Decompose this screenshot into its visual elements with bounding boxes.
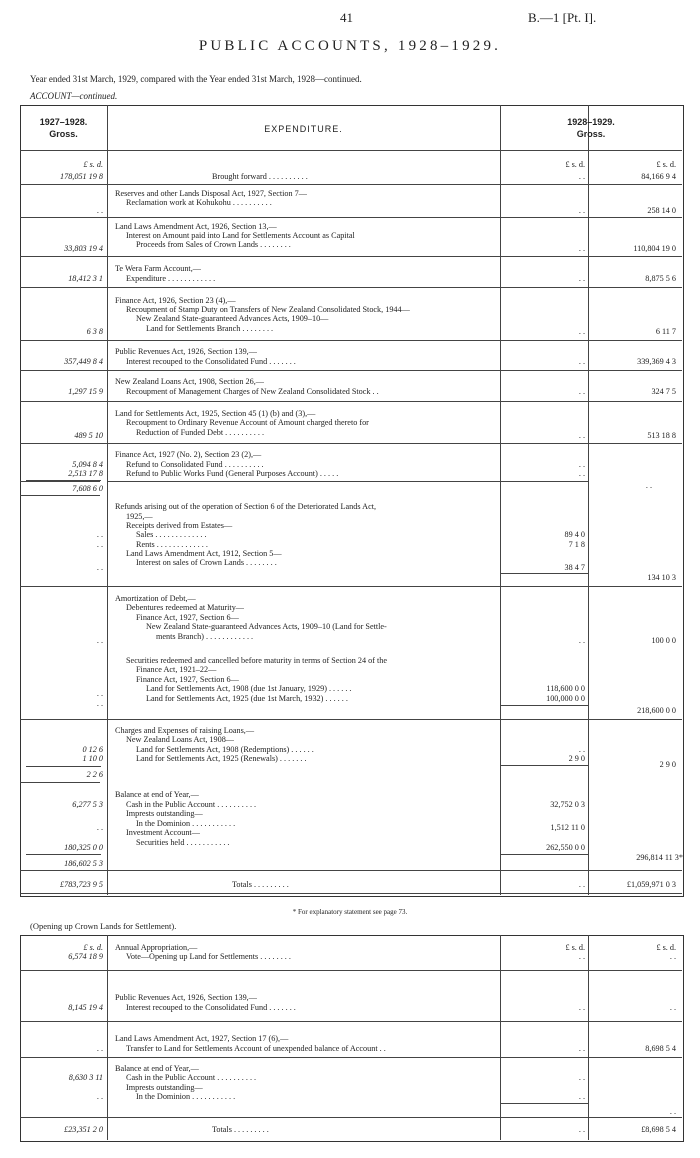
row-label: Land Laws Amendment Act, 1912, Section 5—: [126, 549, 282, 558]
curr-amount: . .: [669, 952, 676, 961]
row-label: New Zealand State-guaranteed Advances Acts, 1909–10—: [136, 314, 329, 323]
row-label: Interest recouped to the Consolidated Fund . . . . . . .: [126, 357, 296, 366]
mid-amount: . .: [578, 880, 585, 889]
unit-label: £ s. d.: [83, 160, 103, 169]
row-label: Transfer to Land for Settlements Account of unexpended balance of Account . .: [126, 1044, 386, 1053]
curr-amount: 8,698 5 4: [645, 1044, 676, 1053]
curr-amount: 134 10 3: [647, 573, 676, 582]
prev-amount: 18,412 3 1: [68, 274, 103, 283]
curr-amount: 296,814 11 3*: [636, 853, 683, 862]
row-label: Sales . . . . . . . . . . . . .: [136, 530, 207, 539]
unit-label: £ s. d.: [656, 943, 676, 952]
row-label: Rents . . . . . . . . . . . . .: [136, 540, 208, 549]
row-label: Expenditure . . . . . . . . . . . .: [126, 274, 216, 283]
row-label: Refund to Public Works Fund (General Purposes Account) . . . . .: [126, 469, 339, 478]
prev-amount: . .: [96, 1092, 103, 1101]
row-label: Land Laws Amendment Act, 1926, Section 13,—: [115, 222, 277, 231]
row-label: ments Branch) . . . . . . . . . . . .: [156, 632, 254, 641]
prev-amount: 6 3 8: [86, 327, 103, 336]
mid-amount: . .: [578, 1044, 585, 1053]
row-label: Land Laws Amendment Act, 1927, Section 17 (6),—: [115, 1034, 289, 1043]
mid-amount: . .: [578, 206, 585, 215]
row-label: Interest on sales of Crown Lands . . . . . . . .: [136, 558, 277, 567]
row-label: Balance at end of Year,—: [115, 790, 199, 799]
row-label: Cash in the Public Account . . . . . . . . . .: [126, 1073, 257, 1082]
unit-label: £ s. d.: [565, 160, 585, 169]
row-label: New Zealand Loans Act, 1908, Section 26,—: [115, 377, 264, 386]
prev-amount: . .: [96, 540, 103, 549]
curr-amount: 8,875 5 6: [645, 274, 676, 283]
row-label: Securities held . . . . . . . . . . .: [136, 838, 230, 847]
row-label: Finance Act, 1921–22—: [136, 665, 217, 674]
mid-amount: . .: [578, 1125, 585, 1134]
row-label: Refunds arising out of the operation of Section 6 of the Deteriorated Lands Act,: [115, 502, 377, 511]
mid-amount: . .: [578, 274, 585, 283]
mid-amount: . .: [578, 469, 585, 478]
col-header-curr-gross: Gross.: [576, 129, 606, 139]
col-header-prev-gross: Gross.: [49, 129, 78, 139]
prev-amount: 1 10 0: [82, 754, 103, 763]
row-label: Charges and Expenses of raising Loans,—: [115, 726, 255, 735]
document-reference: B.—1 [Pt. I].: [528, 10, 597, 25]
col-header-prev-year: 1927–1928.: [39, 117, 88, 127]
row-label: Debentures redeemed at Maturity—: [126, 603, 244, 612]
curr-amount: . .: [669, 1107, 676, 1116]
mid-amount: . .: [578, 172, 585, 181]
row-label: Te Wera Farm Account,—: [115, 264, 201, 273]
curr-total: £1,059,971 0 3: [626, 880, 676, 889]
prev-amount: . .: [96, 823, 103, 832]
mid-amount: . .: [578, 327, 585, 336]
row-label: Cash in the Public Account . . . . . . . . . .: [126, 800, 257, 809]
col-header-expenditure: EXPENDITURE.: [264, 124, 343, 134]
curr-amount: 100 0 0: [651, 636, 676, 645]
prev-amount: . .: [96, 563, 103, 572]
row-label: Imprests outstanding—: [126, 809, 203, 818]
curr-amount: 513 18 8: [647, 431, 676, 440]
row-label: Land for Settlements Act, 1925 (Renewals) . . . . . . .: [136, 754, 307, 763]
mid-amount: . .: [578, 357, 585, 366]
curr-amount: 110,804 19 0: [633, 244, 676, 253]
row-label: Reserves and other Lands Disposal Act, 1927, Section 7—: [115, 189, 307, 198]
col-header-curr-year: 1928–1929.: [567, 117, 615, 127]
row-label: Reduction of Funded Debt . . . . . . . . . .: [136, 428, 265, 437]
footnote: * For explanatory statement see page 73.: [292, 908, 408, 916]
mid-amount: 38 4 7: [564, 563, 585, 572]
mid-amount: 118,600 0 0: [546, 684, 585, 693]
section-caption: (Opening up Crown Lands for Settlement).: [30, 921, 177, 931]
curr-amount: 6 11 7: [655, 327, 676, 336]
mid-amount: 262,550 0 0: [546, 843, 585, 852]
curr-amount: 84,166 9 4: [641, 172, 676, 181]
prev-amount: . .: [96, 636, 103, 645]
row-label: Refund to Consolidated Fund . . . . . . . . . .: [126, 460, 264, 469]
page-number: 41: [340, 10, 353, 25]
prev-amount: 8,145 19 4: [68, 1003, 103, 1012]
prev-amount: 1,297 15 9: [68, 387, 103, 396]
mid-amount: . .: [578, 244, 585, 253]
mid-amount: . .: [578, 952, 585, 961]
mid-amount: 7 1 8: [568, 540, 585, 549]
row-label: Public Revenues Act, 1926, Section 139,—: [115, 993, 257, 1002]
row-label: Public Revenues Act, 1926, Section 139,—: [115, 347, 257, 356]
prev-subtotal: 2 2 6: [86, 770, 103, 779]
mid-amount: . .: [578, 431, 585, 440]
totals-label: Totals . . . . . . . . .: [212, 1125, 269, 1134]
row-label: Interest recouped to the Consolidated Fund . . . . . . .: [126, 1003, 296, 1012]
row-label: Amortization of Debt,—: [115, 594, 196, 603]
row-label: Balance at end of Year,—: [115, 1064, 199, 1073]
row-label: In the Dominion . . . . . . . . . . .: [136, 819, 236, 828]
prev-amount: 8,630 3 11: [68, 1073, 103, 1082]
page-title: PUBLIC ACCOUNTS, 1928–1929.: [198, 38, 502, 54]
row-label: Recoupment of Stamp Duty on Transfers of New Zealand Consolidated Stock, 1944—: [126, 305, 410, 314]
curr-amount: 324 7 5: [651, 387, 676, 396]
row-label: Land for Settlements Act, 1908 (due 1st January, 1929) . . . . . .: [146, 684, 352, 693]
totals-label: Totals . . . . . . . . .: [232, 880, 289, 889]
row-label: Land for Settlements Act, 1925, Section 45 (1) (b) and (3),—: [115, 409, 316, 418]
row-label: Investment Account—: [126, 828, 200, 837]
prev-amount: 178,051 19 8: [60, 172, 103, 181]
prev-amount: 6,277 5 3: [72, 800, 103, 809]
prev-subtotal: 186,602 5 3: [64, 859, 103, 868]
row-label: Reclamation work at Kohukohu . . . . . . . . . .: [126, 198, 272, 207]
prev-amount: . .: [96, 689, 103, 698]
prev-amount: 489 5 10: [74, 431, 103, 440]
curr-amount: . .: [669, 1003, 676, 1012]
row-label: Securities redeemed and cancelled before maturity in terms of Section 24 of the: [126, 656, 387, 665]
row-label: Land for Settlements Act, 1908 (Redemptions) . . . . . .: [136, 745, 314, 754]
mid-amount: 2 9 0: [568, 754, 585, 763]
row-label: Interest on Amount paid into Land for Settlements Account as Capital: [126, 231, 355, 240]
prev-amount: 0 12 6: [82, 745, 103, 754]
row-label: Finance Act, 1926, Section 23 (4),—: [115, 296, 236, 305]
prev-amount: 5,094 8 4: [72, 460, 103, 469]
row-label: New Zealand Loans Act, 1908—: [126, 735, 234, 744]
row-label: 1925,—: [126, 512, 153, 521]
prev-amount: 180,325 0 0: [64, 843, 103, 852]
curr-amount: 218,600 0 0: [637, 706, 676, 715]
row-label: Imprests outstanding—: [126, 1083, 203, 1092]
mid-amount: 100,000 0 0: [546, 694, 585, 703]
unit-label: £ s. d.: [565, 943, 585, 952]
mid-amount: . .: [578, 1003, 585, 1012]
row-label: Vote—Opening up Land for Settlements . . . . . . . .: [126, 952, 291, 961]
row-label: Recoupment to Ordinary Revenue Account of Amount charged thereto for: [126, 418, 369, 427]
mid-amount: 89 4 0: [564, 530, 585, 539]
row-label: Receipts derived from Estates—: [126, 521, 233, 530]
prev-amount: 33,803 19 4: [64, 244, 103, 253]
prev-amount: . .: [96, 699, 103, 708]
prev-amount: 357,449 8 4: [64, 357, 103, 366]
curr-amount: 2 9 0: [659, 760, 676, 769]
row-label: Proceeds from Sales of Crown Lands . . . . . . . .: [136, 240, 291, 249]
row-label: In the Dominion . . . . . . . . . . .: [136, 1092, 236, 1101]
account-label: ACCOUNT—continued.: [30, 91, 118, 101]
unit-label: £ s. d.: [83, 943, 103, 952]
prev-amount: . .: [96, 530, 103, 539]
prev-total: £23,351 2 0: [64, 1125, 103, 1134]
prev-subtotal: 7,608 6 0: [72, 484, 103, 493]
prev-amount: . .: [96, 1044, 103, 1053]
curr-total: £8,698 5 4: [641, 1125, 676, 1134]
row-label: Finance Act, 1927 (No. 2), Section 23 (2),—: [115, 450, 262, 459]
row-label: Land for Settlements Act, 1925 (due 1st March, 1932) . . . . . .: [146, 694, 348, 703]
curr-amount: 258 14 0: [647, 206, 676, 215]
row-label: Brought forward . . . . . . . . . .: [212, 172, 308, 181]
row-label: Recoupment of Management Charges of New Zealand Consolidated Stock . .: [126, 387, 379, 396]
mid-amount: . .: [578, 460, 585, 469]
prev-total: £783,723 9 5: [60, 880, 103, 889]
mid-amount: . .: [578, 1073, 585, 1082]
curr-amount: . .: [645, 481, 652, 490]
mid-amount: . .: [578, 1092, 585, 1101]
mid-amount: 1,512 11 0: [550, 823, 585, 832]
mid-amount: . .: [578, 387, 585, 396]
subtitle: Year ended 31st March, 1929, compared with the Year ended 31st March, 1928—continued.: [30, 74, 362, 84]
unit-label: £ s. d.: [656, 160, 676, 169]
row-label: Finance Act, 1927, Section 6—: [136, 675, 239, 684]
prev-amount: 6,574 18 9: [68, 952, 103, 961]
prev-amount: 2,513 17 8: [68, 469, 103, 478]
prev-amount: . .: [96, 206, 103, 215]
curr-amount: 339,369 4 3: [637, 357, 676, 366]
row-label: New Zealand State-guaranteed Advances Acts, 1909–10 (Land for Settle-: [146, 622, 387, 631]
row-label: Annual Appropriation,—: [115, 943, 198, 952]
row-label: Land for Settlements Branch . . . . . . . .: [146, 324, 274, 333]
mid-amount: . .: [578, 636, 585, 645]
row-label: Finance Act, 1927, Section 6—: [136, 613, 239, 622]
mid-amount: . .: [578, 745, 585, 754]
mid-amount: 32,752 0 3: [550, 800, 585, 809]
